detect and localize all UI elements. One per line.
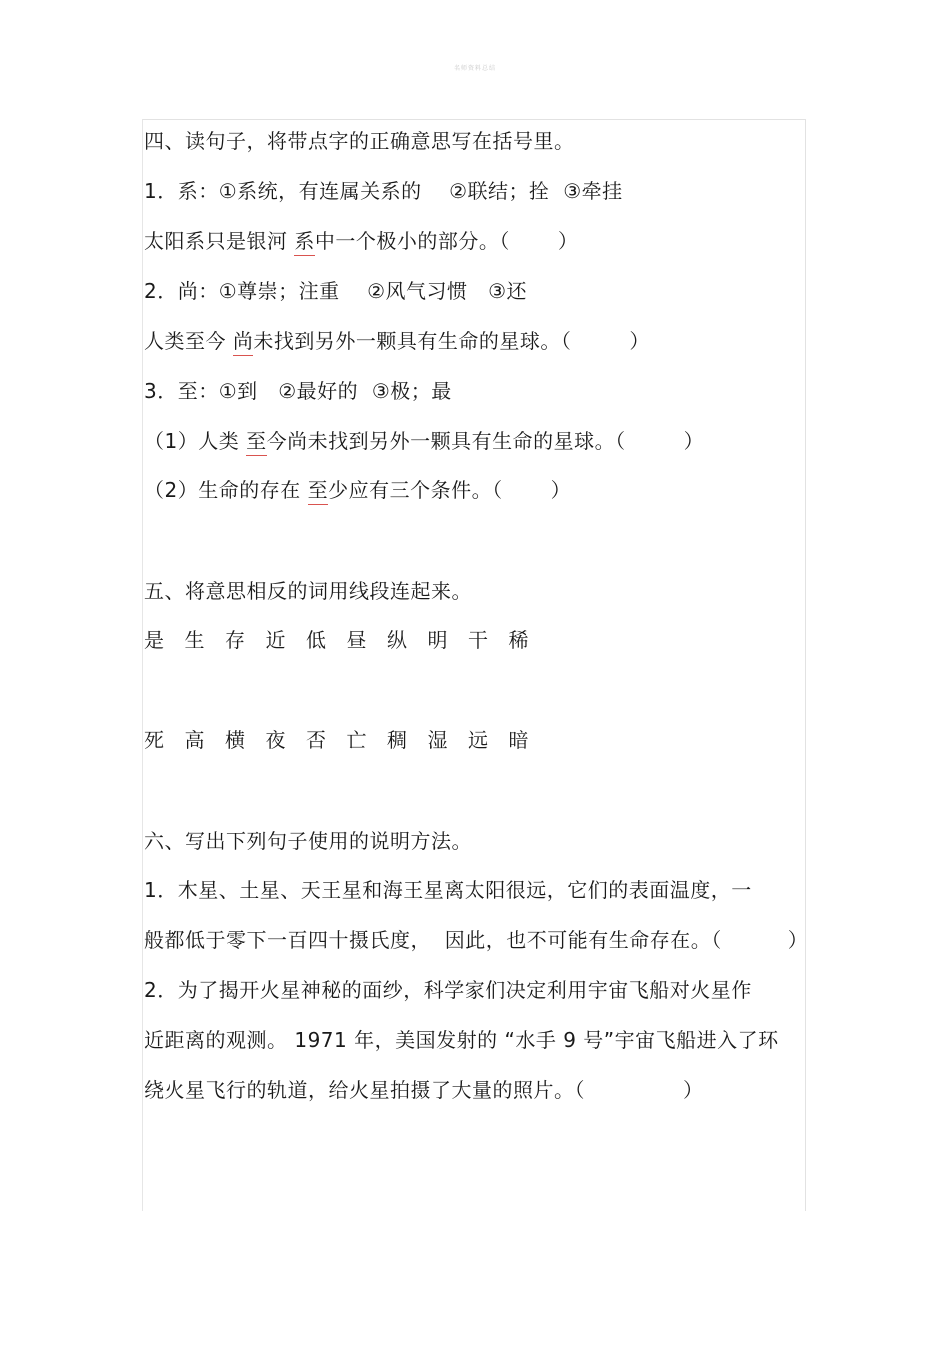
- s6-q1-close-paren: ）: [787, 928, 809, 952]
- word-bottom[interactable]: 横: [225, 728, 245, 752]
- q3a-close-paren: ）: [683, 429, 705, 453]
- word-top[interactable]: 是: [144, 628, 164, 652]
- word-bottom[interactable]: 否: [306, 728, 326, 752]
- q3b-close-paren: ）: [550, 478, 572, 502]
- q1-sentence: [144, 228, 578, 254]
- section-4-title: 四、读句子，将带点字的正确意思写在括号里。: [144, 129, 575, 153]
- section-5-title: 五、将意思相反的词用线段连起来。: [144, 579, 472, 603]
- q1-definitions: 1．系：①系统，有连属关系的 ②联结；拴 ③牵挂: [144, 179, 623, 203]
- s6-q1-line2: [144, 927, 808, 953]
- word-top[interactable]: 生: [184, 628, 205, 652]
- s6-q2-close-paren: ）: [683, 1078, 704, 1102]
- word-row-top: [144, 627, 549, 653]
- s6-q2-line3: [144, 1077, 704, 1103]
- header-watermark: 名师资料总结: [453, 65, 496, 72]
- q2-marked-char: 尚: [232, 329, 254, 353]
- word-row-bottom: [144, 727, 549, 753]
- q3b-text-post: 少应有三个条件。（: [328, 478, 503, 502]
- q2-text-pre: 人类至今: [144, 329, 233, 353]
- word-top[interactable]: 明: [427, 628, 448, 652]
- word-bottom[interactable]: 亡: [346, 728, 367, 752]
- word-top[interactable]: 稀: [508, 628, 529, 652]
- word-bottom[interactable]: 夜: [265, 728, 286, 752]
- q3a-marked-char: 至: [246, 429, 267, 453]
- word-top[interactable]: 干: [468, 628, 488, 652]
- q3b-marked-char: 至: [307, 478, 329, 502]
- q2-sentence: [144, 328, 650, 354]
- s6-q2-line2: 近距离的观测。 1971 年，美国发射的 “水手 9 号”宇宙飞船进入了环: [144, 1028, 779, 1052]
- word-top[interactable]: 纵: [387, 628, 407, 652]
- q1-close-paren: ）: [557, 229, 579, 253]
- word-bottom[interactable]: 远: [468, 728, 488, 752]
- word-bottom[interactable]: 暗: [508, 728, 529, 752]
- q3a-text-post: 今尚未找到另外一颗具有生命的星球。（: [266, 429, 626, 453]
- q3-definitions: 3．至：①到 ②最好的 ③极；最: [144, 379, 452, 403]
- q3a-sentence: [144, 428, 704, 454]
- s6-q1-line1: 1．木星、土星、天王星和海王星离太阳很远，它们的表面温度，一: [144, 878, 752, 902]
- word-bottom[interactable]: 稠: [387, 728, 407, 752]
- word-bottom[interactable]: 高: [184, 728, 205, 752]
- q1-text-post: 中一个极小的部分。（: [314, 229, 510, 253]
- q2-text-post: 未找到另外一颗具有生命的星球。（: [253, 329, 572, 353]
- q3b-text-pre: （2）生命的存在: [144, 478, 308, 502]
- q3a-text-pre: （1）人类: [144, 429, 247, 453]
- q1-text-pre: 太阳系只是银河: [144, 229, 295, 253]
- word-top[interactable]: 近: [265, 628, 286, 652]
- s6-q2-line3-text: 绕火星飞行的轨道，给火星拍摄了大量的照片。（: [144, 1078, 585, 1102]
- word-top[interactable]: 昼: [346, 628, 367, 652]
- word-bottom[interactable]: 湿: [427, 728, 448, 752]
- section-6-title: 六、写出下列句子使用的说明方法。: [144, 829, 472, 853]
- q2-close-paren: ）: [629, 329, 650, 353]
- word-top[interactable]: 低: [306, 628, 326, 652]
- q1-marked-char: 系: [294, 229, 315, 253]
- s6-q1-line2-text: 般都低于零下一百四十摄氏度， 因此，也不可能有生命存在。（: [144, 928, 722, 952]
- s6-q2-line1: 2．为了揭开火星神秘的面纱，科学家们决定利用宇宙飞船对火星作: [144, 978, 752, 1002]
- word-top[interactable]: 存: [225, 628, 245, 652]
- word-bottom[interactable]: 死: [144, 728, 164, 752]
- q2-definitions: 2．尚：①尊崇；注重 ②风气习惯 ③还: [144, 279, 528, 303]
- q3b-sentence: [144, 477, 571, 503]
